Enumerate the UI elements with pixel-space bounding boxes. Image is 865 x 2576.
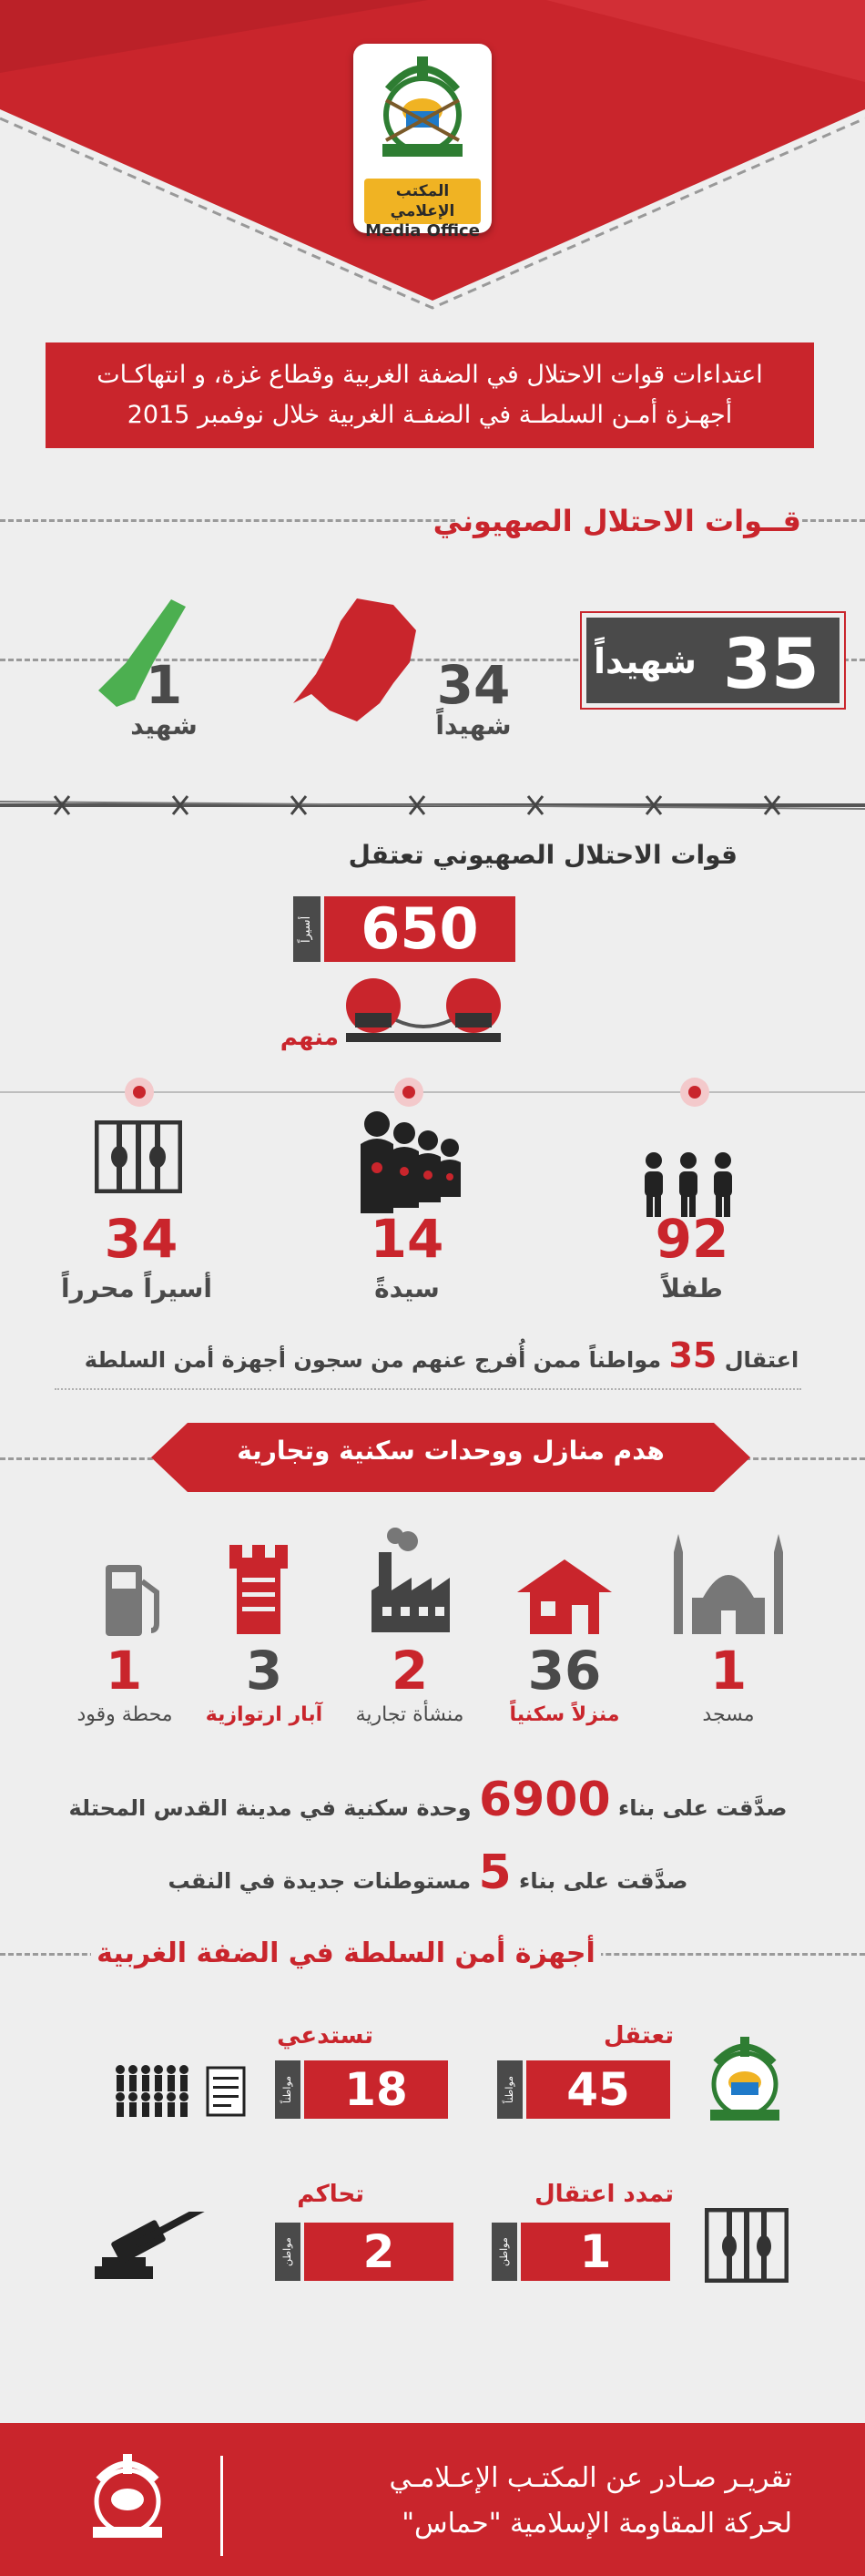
footer-text	[246, 2456, 792, 2547]
pa-extend-label: تمدد اعتقال	[534, 2181, 674, 2208]
west-bank-map-icon	[293, 594, 430, 731]
gaza-martyrs-label: شهيد	[130, 710, 198, 741]
gavel-icon	[95, 2212, 248, 2285]
mosque-label: مسجد	[702, 1703, 755, 1726]
of-them-label: منهم	[280, 1024, 339, 1051]
pa-summon-label: تستدعي	[277, 2022, 373, 2050]
pa-heading: أجهزة أمن السلطة في الضفة الغربية	[91, 1929, 601, 1978]
prison-bars-icon	[95, 1120, 182, 1193]
settlement-approval-1	[64, 1773, 792, 1827]
pa-extend-number: 1	[521, 2223, 670, 2281]
media-office-logo	[353, 44, 492, 240]
timeline-dot	[394, 1078, 423, 1107]
freed-prisoners-label: أسيراً محرراً	[61, 1273, 212, 1303]
westbank-martyrs-number: 34	[436, 654, 511, 716]
arrests-heading: قوات الاحتلال الصهيوني تعتقل	[348, 840, 738, 870]
hamas-emblem-icon	[701, 2035, 789, 2126]
note-number: 35	[668, 1335, 717, 1375]
handcuffs-icon	[346, 969, 501, 1051]
children-number: 92	[655, 1208, 729, 1270]
house-icon	[517, 1559, 612, 1634]
settle1-number: 6900	[478, 1773, 611, 1827]
pa-trial-number: 2	[304, 2223, 453, 2281]
mosque-icon	[672, 1534, 785, 1634]
occupation-heading: قــوات الاحتلال الصهيوني	[455, 496, 801, 547]
prisoners-number: 650	[324, 896, 515, 962]
pa-summon-tag: مواطناً	[275, 2060, 300, 2119]
house-number: 36	[527, 1640, 602, 1702]
logo-arabic-text: المكتب الإعلامي	[390, 182, 455, 220]
total-martyrs-number: 35	[723, 623, 819, 704]
title-line-2: أجهـزة أمـن السلطـة في الضفـة الغربية خلال نوفمبر 2015	[127, 401, 733, 429]
note-suffix: مواطناً ممن أُفرج عنهم من سجون أجهزة أمن السلطة	[84, 1347, 662, 1373]
women-number: 14	[370, 1208, 444, 1270]
settle1-suffix: وحدة سكنية في مدينة القدس المحتلة	[68, 1795, 472, 1821]
demolition-heading: هدم منازل ووحدات سكنية وتجارية	[237, 1436, 665, 1466]
section-divider	[55, 1388, 801, 1390]
released-rearrest-note	[73, 1335, 810, 1375]
settle1-prefix: صدَّقت على بناء	[618, 1795, 788, 1821]
factory-number: 2	[391, 1640, 429, 1702]
title-line-1: اعتداءات قوات الاحتلال في الضفة الغربية وقطاع غزة، و انتهاكـات	[97, 361, 763, 389]
tower-icon	[229, 1545, 288, 1634]
house-label: منزلاً سكنياً	[509, 1703, 620, 1726]
settle2-number: 5	[478, 1845, 512, 1900]
people-summoned-icon	[113, 2062, 249, 2117]
total-martyrs-label: شهيداً	[594, 641, 697, 681]
logo-english-text: Media Office	[365, 221, 480, 240]
barbed-wire-divider	[0, 792, 865, 818]
pa-trial-label: تحاكم	[297, 2181, 364, 2208]
pa-extend-tag: مواطن	[492, 2223, 517, 2281]
pa-arrest-label: تعتقل	[604, 2022, 674, 2050]
settlement-approval-2	[100, 1845, 756, 1900]
hamas-emblem-icon	[370, 53, 475, 171]
mosque-number: 1	[709, 1640, 748, 1702]
freed-prisoners-number: 34	[104, 1208, 178, 1270]
wells-number: 3	[245, 1640, 283, 1702]
pa-trial-tag: مواطن	[275, 2223, 300, 2281]
fuel-station-number: 1	[105, 1640, 143, 1702]
logo-label	[364, 179, 481, 240]
timeline-dot	[680, 1078, 709, 1107]
footer-line-1: تقريـر صـادر عن المكتـب الإعـلامـي	[389, 2462, 792, 2494]
note-prefix: اعتقال	[724, 1347, 799, 1373]
page-title	[46, 342, 814, 448]
factory-label: منشأة تجارية	[355, 1703, 464, 1726]
wells-label: آبار ارتوازية	[205, 1703, 323, 1726]
footer-divider	[220, 2456, 223, 2556]
total-martyrs-box	[586, 618, 840, 703]
pa-arrest-tag: مواطناً	[497, 2060, 523, 2119]
gaza-martyrs-number: 1	[145, 654, 183, 716]
hamas-emblem-icon	[84, 2452, 171, 2543]
footer-line-2: لحركة المقاومة الإسلامية "حماس"	[402, 2508, 792, 2540]
women-group-icon	[357, 1108, 466, 1213]
pa-summon-number: 18	[304, 2060, 448, 2119]
timeline-dot	[125, 1078, 154, 1107]
factory-icon	[371, 1527, 450, 1632]
settle2-prefix: صدَّقت على بناء	[519, 1868, 688, 1894]
pa-arrest-number: 45	[526, 2060, 670, 2119]
prison-bars-icon	[705, 2208, 789, 2283]
fuel-station-label: محطة وقود	[76, 1703, 173, 1726]
footer	[0, 2423, 865, 2576]
children-label: طفلاً	[661, 1273, 723, 1303]
prisoners-tag: أسيراً	[293, 896, 321, 962]
women-label: سيدةً	[374, 1273, 440, 1303]
westbank-martyrs-label: شهيداً	[435, 710, 512, 741]
fuel-pump-icon	[106, 1565, 164, 1636]
settle2-suffix: مستوطنات جديدة في النقب	[168, 1868, 472, 1894]
